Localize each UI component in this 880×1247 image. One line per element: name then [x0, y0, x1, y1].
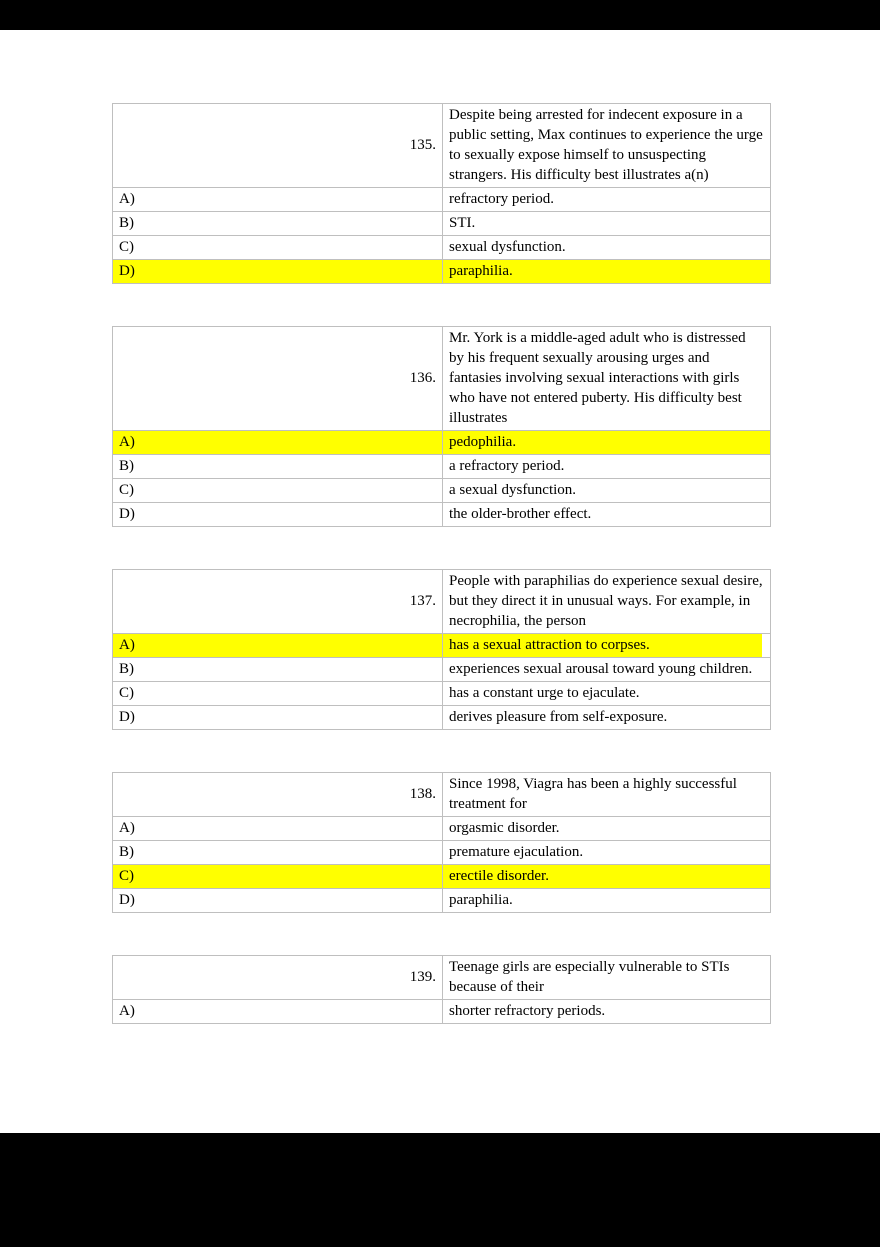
option-row — [113, 841, 771, 865]
option-row — [113, 865, 771, 889]
question-row — [113, 327, 771, 431]
option-row — [113, 212, 771, 236]
questions-container — [112, 103, 770, 1024]
option-label: B) — [113, 455, 443, 479]
option-label: C) — [113, 682, 443, 706]
option-row — [113, 260, 771, 284]
option-label: C) — [113, 479, 443, 503]
option-text: paraphilia. — [443, 260, 771, 284]
question-row — [113, 570, 771, 634]
question-table — [112, 955, 771, 1024]
option-label: A) — [113, 1000, 443, 1024]
option-text: STI. — [443, 212, 771, 236]
question-table — [112, 326, 771, 527]
option-text: experiences sexual arousal toward young children. — [443, 658, 771, 682]
option-label: D) — [113, 503, 443, 527]
question-number: 137. — [113, 570, 443, 634]
question-row — [113, 956, 771, 1000]
option-row — [113, 634, 771, 658]
option-row — [113, 706, 771, 730]
option-label: B) — [113, 212, 443, 236]
option-row — [113, 431, 771, 455]
option-row — [113, 889, 771, 913]
option-text: paraphilia. — [443, 889, 771, 913]
question-row — [113, 773, 771, 817]
option-row — [113, 682, 771, 706]
option-label: B) — [113, 658, 443, 682]
option-row — [113, 658, 771, 682]
option-row — [113, 455, 771, 479]
option-row — [113, 817, 771, 841]
option-text: erectile disorder. — [443, 865, 771, 889]
option-text: the older-brother effect. — [443, 503, 771, 527]
option-row — [113, 236, 771, 260]
option-text — [443, 634, 771, 658]
option-text: premature ejaculation. — [443, 841, 771, 865]
option-label: D) — [113, 889, 443, 913]
question-number: 138. — [113, 773, 443, 817]
option-text: shorter refractory periods. — [443, 1000, 771, 1024]
question-text: Mr. York is a middle-aged adult who is distressed by his frequent sexually arousing urges and fantasies involving sexual interactions with girls who have not entered puberty. His difficulty best illustrates — [443, 327, 771, 431]
option-label: A) — [113, 817, 443, 841]
question-text: Teenage girls are especially vulnerable to STIs because of their — [443, 956, 771, 1000]
option-label: D) — [113, 260, 443, 284]
question-table — [112, 569, 771, 730]
option-label: A) — [113, 188, 443, 212]
question-table — [112, 103, 771, 284]
question-number: 136. — [113, 327, 443, 431]
question-text: Since 1998, Viagra has been a highly successful treatment for — [443, 773, 771, 817]
question-number: 135. — [113, 104, 443, 188]
option-text: refractory period. — [443, 188, 771, 212]
question-text: Despite being arrested for indecent exposure in a public setting, Max continues to experience the urge to sexually expose himself to unsuspecting strangers. His difficulty best illustrates a(n) — [443, 104, 771, 188]
option-label: A) — [113, 431, 443, 455]
option-label: B) — [113, 841, 443, 865]
option-text: sexual dysfunction. — [443, 236, 771, 260]
option-text: orgasmic disorder. — [443, 817, 771, 841]
option-row — [113, 479, 771, 503]
document-page — [0, 30, 880, 1133]
option-row — [113, 1000, 771, 1024]
question-text: People with paraphilias do experience sexual desire, but they direct it in unusual ways. For example, in necrophilia, the person — [443, 570, 771, 634]
question-row — [113, 104, 771, 188]
option-text-highlight: has a sexual attraction to corpses. — [443, 634, 762, 657]
option-label: C) — [113, 865, 443, 889]
option-text: pedophilia. — [443, 431, 771, 455]
question-table — [112, 772, 771, 913]
option-text: has a constant urge to ejaculate. — [443, 682, 771, 706]
option-label: C) — [113, 236, 443, 260]
option-text: a sexual dysfunction. — [443, 479, 771, 503]
option-text: a refractory period. — [443, 455, 771, 479]
option-text: derives pleasure from self-exposure. — [443, 706, 771, 730]
option-row — [113, 503, 771, 527]
option-label: D) — [113, 706, 443, 730]
option-row — [113, 188, 771, 212]
option-label: A) — [113, 634, 443, 658]
question-number: 139. — [113, 956, 443, 1000]
